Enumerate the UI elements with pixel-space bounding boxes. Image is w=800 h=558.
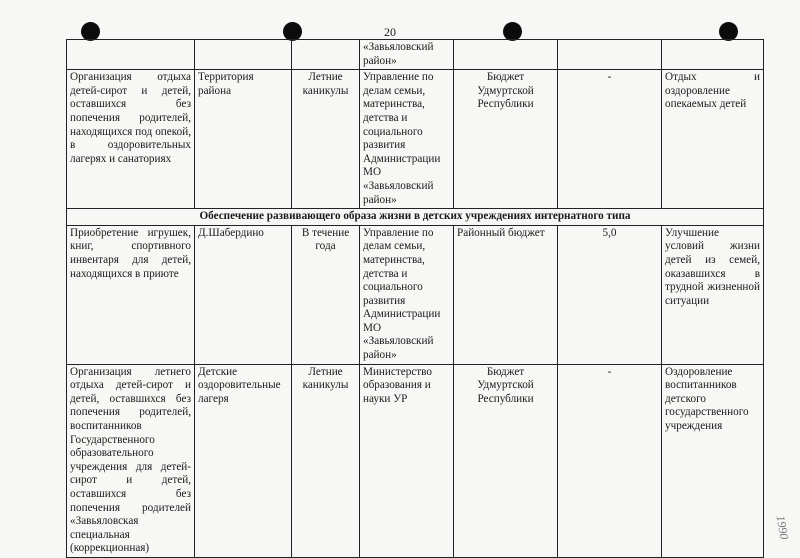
period-cell [292, 40, 360, 70]
table-row [67, 364, 764, 557]
event-cell: Организация летнего отдыха детей-сирот и детей, оставшихся без попечения родителей, воспитанников Государственного образовательного учреждения для детей-сирот и детей, оставшихся без попечения родителей «Завьяловская специальная (коррекционная) [67, 364, 195, 557]
result-cell: Улучшение условий жизни детей из семей, оказавшихся в трудной жизненной ситуации [662, 225, 764, 364]
source-cell: Бюджет Удмуртской Республики [454, 364, 558, 557]
executor-cell: Министерство образования и науки УР [360, 364, 454, 557]
result-cell: Оздоровление воспитанников детского государственного учреждения [662, 364, 764, 557]
page-number: 20 [384, 25, 396, 39]
period-cell: В течение года [292, 225, 360, 364]
source-cell: Районный бюджет [454, 225, 558, 364]
event-cell [67, 40, 195, 70]
section-heading: Обеспечение развивающего образа жизни в детских учреждениях интернатного типа [67, 209, 764, 226]
table-row [67, 40, 764, 70]
executor-cell: Управление по делам семьи, материнства, детства и социального развития Администрации МО «Завьяловский район» [360, 70, 454, 209]
amount-cell: 5,0 [558, 225, 662, 364]
place-cell [195, 40, 292, 70]
section-heading-row [67, 209, 764, 226]
source-cell [454, 40, 558, 70]
executor-cell: Управление по делам семьи, материнства, детства и социального развития Администрации МО «Завьяловский район» [360, 225, 454, 364]
event-cell: Организация отдыха детей-сирот и детей, оставшихся без попечения родителей, находящихся под опекой, в оздоровительных лагерях и санаториях [67, 70, 195, 209]
place-cell: Д.Шабердино [195, 225, 292, 364]
source-cell: Бюджет Удмуртской Республики [454, 70, 558, 209]
result-cell: Отдых и оздоровление опекаемых детей [662, 70, 764, 209]
table-row [67, 225, 764, 364]
period-cell: Летние каникулы [292, 70, 360, 209]
place-cell: Территория района [195, 70, 292, 209]
result-cell [662, 40, 764, 70]
executor-cell: «Завьяловский район» [360, 40, 454, 70]
plan-table [66, 39, 764, 558]
event-cell: Приобретение игрушек, книг, спортивного инвентаря для детей, находящихся в приюте [67, 225, 195, 364]
period-cell: Летние каникулы [292, 364, 360, 557]
amount-cell: - [558, 364, 662, 557]
amount-cell: - [558, 70, 662, 209]
table-row [67, 70, 764, 209]
margin-note: 1990 [773, 514, 792, 541]
amount-cell [558, 40, 662, 70]
place-cell: Детские оздоровительные лагеря [195, 364, 292, 557]
